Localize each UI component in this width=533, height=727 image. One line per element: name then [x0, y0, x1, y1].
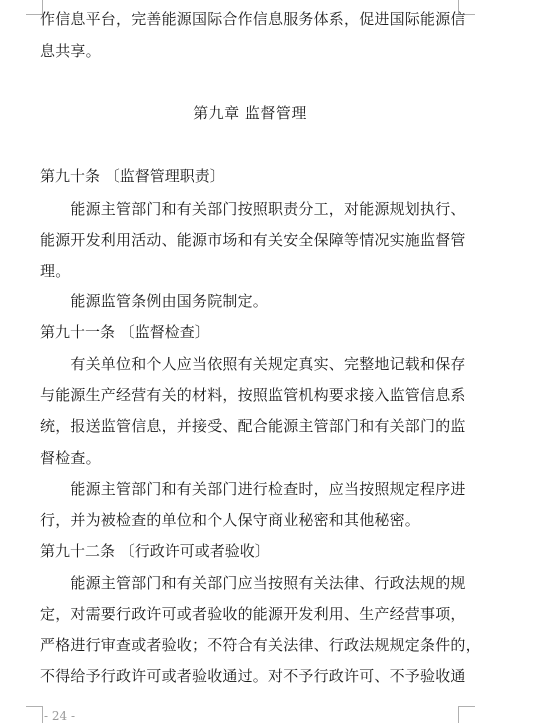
body-text-line: 定，对需要行政许可或者验收的能源开发利用、生产经营事项，	[40, 605, 466, 623]
body-text-line: 息共享。	[40, 42, 101, 60]
body-text-line: 能源主管部门和有关部门应当按照有关法律、行政法规的规	[40, 574, 466, 592]
body-text-line: 严格进行审查或者验收；不符合有关法律、行政法规规定条件的，	[40, 636, 481, 654]
page-corner-mark-bottom-left	[26, 706, 43, 723]
body-text-line: 能源监管条例由国务院制定。	[40, 292, 269, 310]
body-text-line: 行，并为被检查的单位和个人保守商业秘密和其他秘密。	[40, 511, 421, 529]
body-text-line: 统，报送监管信息，并接受、配合能源主管部门和有关部门的监	[40, 417, 466, 435]
article-title: 第九十一条 〔监督检查〕	[40, 323, 210, 341]
body-text-line: 有关单位和个人应当依照有关规定真实、完整地记载和保存	[40, 355, 466, 373]
page-number: - 24 -	[44, 709, 76, 723]
article-title: 第九十二条 〔行政许可或者验收〕	[40, 542, 270, 560]
body-text-line: 与能源生产经营有关的材料，按照监管机构要求接入监管信息系	[40, 386, 466, 404]
body-text-line: 作信息平台，完善能源国际合作信息服务体系，促进国际能源信	[40, 10, 466, 28]
body-text-line: 理。	[40, 262, 71, 280]
page-corner-mark-bottom-right	[458, 706, 475, 723]
body-text-line: 能源主管部门和有关部门进行检查时，应当按照规定程序进	[40, 480, 466, 498]
body-text-line: 督检查。	[40, 449, 101, 467]
body-text-line: 能源主管部门和有关部门按照职责分工，对能源规划执行、	[40, 200, 466, 218]
body-text-line: 能源开发利用活动、能源市场和有关安全保障等情况实施监督管	[40, 231, 466, 249]
body-text-line: 不得给予行政许可或者验收通过。对不予行政许可、不予验收通	[40, 667, 466, 685]
article-title: 第九十条 〔监督管理职责〕	[40, 167, 225, 185]
chapter-heading: 第九章 监督管理	[193, 104, 307, 122]
